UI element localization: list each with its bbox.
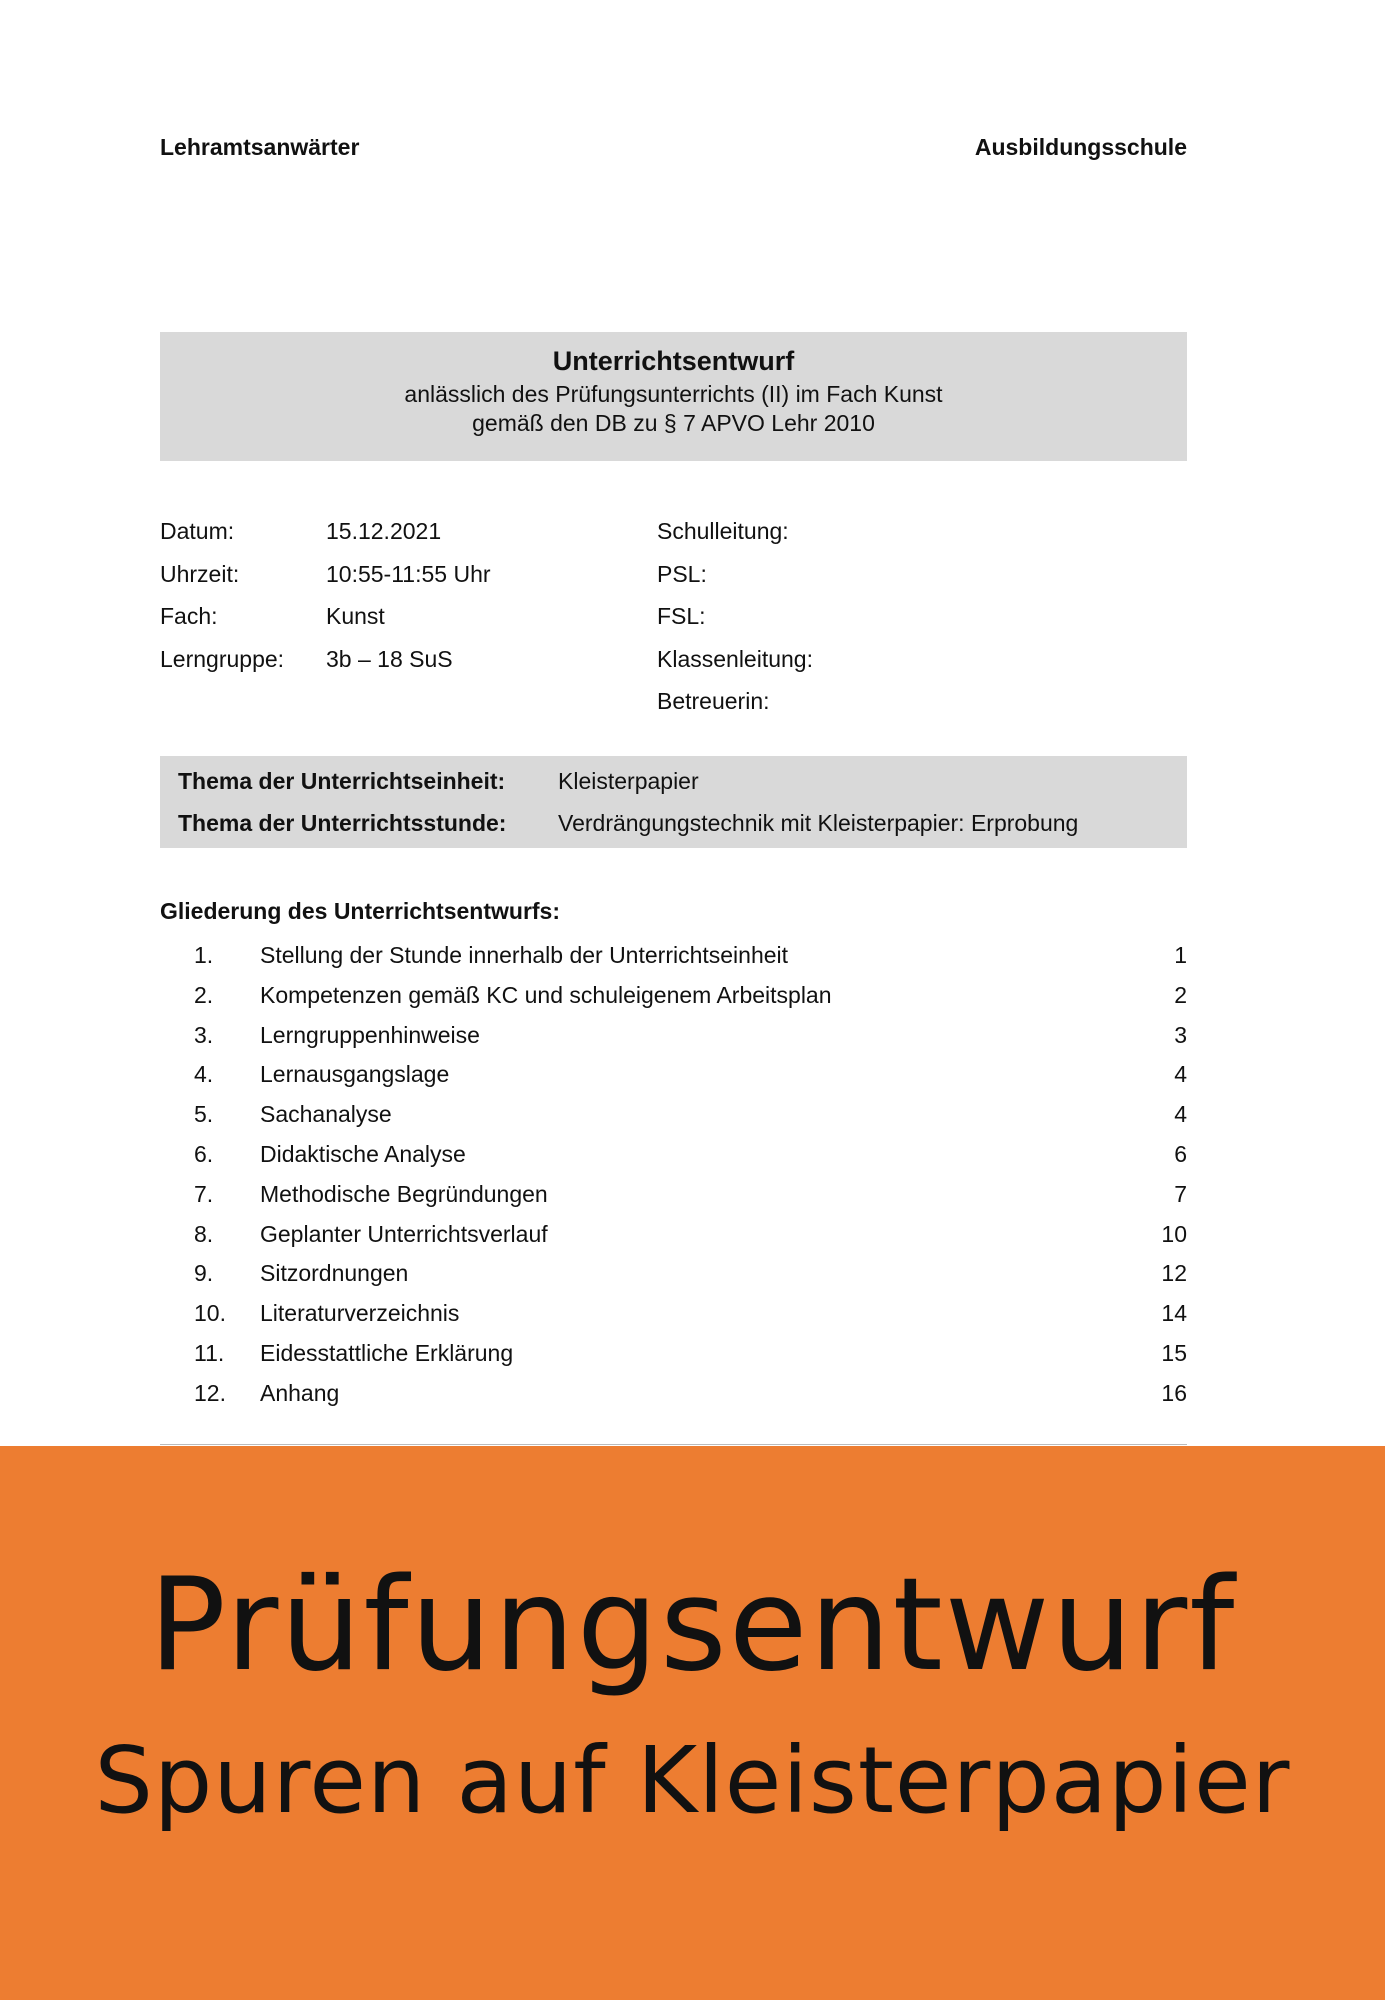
toc-page: 3 xyxy=(1174,1021,1187,1048)
meta-label: Datum: xyxy=(160,518,235,544)
banner-title: Prüfungsentwurf xyxy=(148,1551,1237,1700)
document-subtitle-1: anlässlich des Prüfungsunterrichts (II) im Fach Kunst xyxy=(404,381,943,407)
meta-right-item: Klassenleitung: xyxy=(657,645,813,672)
toc-label: Geplanter Unterrichtsverlauf xyxy=(260,1220,548,1247)
theme-row-lesson xyxy=(160,802,1187,844)
header-left: Lehramtsanwärter xyxy=(160,134,360,160)
toc-number: 4. xyxy=(194,1061,214,1088)
toc-item xyxy=(160,1095,1187,1135)
toc-item xyxy=(160,1254,1187,1294)
toc-label: Anhang xyxy=(260,1379,340,1406)
meta-label: Fach: xyxy=(160,603,218,629)
toc-number: 7. xyxy=(194,1180,214,1207)
toc-label: Kompetenzen gemäß KC und schuleigenem Arbeitsplan xyxy=(260,981,832,1008)
toc-number: 6. xyxy=(194,1140,214,1167)
theme-label: Thema der Unterrichtseinheit: xyxy=(178,768,506,794)
theme-value: Kleisterpapier xyxy=(558,768,699,794)
toc-number: 5. xyxy=(194,1101,214,1128)
toc-page: 16 xyxy=(1161,1379,1187,1406)
toc-label: Lernausgangslage xyxy=(260,1061,450,1088)
toc-label: Eidesstattliche Erklärung xyxy=(260,1339,514,1366)
toc-item xyxy=(160,1334,1187,1374)
meta-label: Uhrzeit: xyxy=(160,560,240,587)
toc-item xyxy=(160,1294,1187,1334)
toc-label: Stellung der Stunde innerhalb der Unterrichtseinheit xyxy=(260,942,789,968)
meta-value: 10:55-11:55 Uhr xyxy=(326,560,491,587)
header-right: Ausbildungsschule xyxy=(974,134,1187,160)
toc-page: 12 xyxy=(1161,1260,1187,1287)
toc-page: 10 xyxy=(1161,1220,1187,1247)
toc-label: Methodische Begründungen xyxy=(260,1180,548,1207)
toc-page: 6 xyxy=(1174,1140,1187,1167)
title-banner xyxy=(0,1446,1385,2000)
toc-item xyxy=(160,1055,1187,1095)
toc-item xyxy=(160,1175,1187,1215)
divider xyxy=(160,1444,1187,1445)
meta-right-item: Betreuerin: xyxy=(657,688,770,714)
toc-page: 1 xyxy=(1174,942,1187,968)
meta-label: Lerngruppe: xyxy=(160,645,285,672)
meta-value: 3b – 18 SuS xyxy=(326,645,453,672)
document-title: Unterrichtsentwurf xyxy=(552,346,795,376)
toc-page: 7 xyxy=(1174,1180,1187,1207)
toc-number: 2. xyxy=(194,981,214,1008)
toc-label: Literaturverzeichnis xyxy=(260,1300,460,1327)
toc-number: 12. xyxy=(194,1379,226,1406)
document-subtitle-2: gemäß den DB zu § 7 APVO Lehr 2010 xyxy=(472,410,875,436)
toc-page: 2 xyxy=(1174,981,1187,1008)
table-of-contents xyxy=(160,936,1187,1414)
meta-right-item: Schulleitung: xyxy=(657,518,789,544)
toc-number: 11. xyxy=(194,1339,225,1366)
theme-label: Thema der Unterrichtsstunde: xyxy=(178,810,507,836)
banner-subtitle: Spuren auf Kleisterpapier xyxy=(94,1727,1291,1834)
theme-row-unit xyxy=(160,760,1187,802)
toc-page: 15 xyxy=(1161,1339,1187,1366)
meta-value: 15.12.2021 xyxy=(326,518,442,544)
toc-number: 10. xyxy=(194,1300,226,1327)
toc-label: Lerngruppenhinweise xyxy=(260,1021,480,1048)
toc-number: 9. xyxy=(194,1260,214,1287)
theme-value: Verdrängungstechnik mit Kleisterpapier: Erprobung xyxy=(558,810,1079,836)
toc-number: 1. xyxy=(194,942,214,968)
toc-page: 4 xyxy=(1174,1101,1187,1128)
toc-item xyxy=(160,1215,1187,1255)
toc-item xyxy=(160,936,1187,976)
toc-number: 8. xyxy=(194,1220,214,1247)
meta-right-item: PSL: xyxy=(657,560,707,587)
toc-item xyxy=(160,1016,1187,1056)
toc-label: Sitzordnungen xyxy=(260,1260,409,1287)
toc-item xyxy=(160,1374,1187,1414)
toc-item xyxy=(160,1135,1187,1175)
toc-item xyxy=(160,976,1187,1016)
toc-title: Gliederung des Unterrichtsentwurfs: xyxy=(160,898,561,924)
meta-right xyxy=(657,510,813,723)
toc-label: Didaktische Analyse xyxy=(260,1140,466,1167)
toc-label: Sachanalyse xyxy=(260,1101,392,1128)
toc-number: 3. xyxy=(194,1021,214,1048)
meta-value: Kunst xyxy=(326,603,385,629)
meta-right-item: FSL: xyxy=(657,603,706,629)
title-box xyxy=(160,332,1187,461)
toc-page: 4 xyxy=(1174,1061,1187,1088)
theme-box xyxy=(160,756,1187,848)
toc-page: 14 xyxy=(1161,1300,1187,1327)
